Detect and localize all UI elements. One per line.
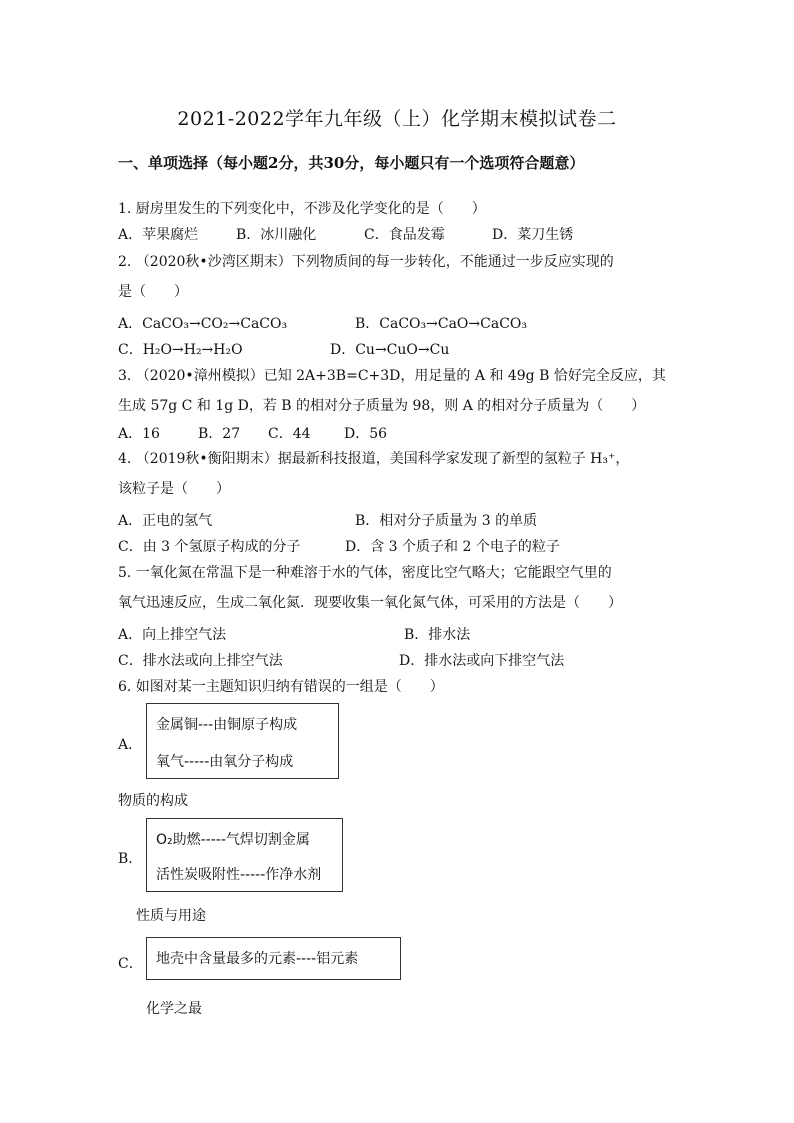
q5-option-a: A．向上排空气法 — [118, 627, 227, 643]
q4-stem-line2: 该粒子是（ ） — [118, 481, 230, 497]
section-heading: 一、单项选择（每小题2分，共30分，每小题只有一个选项符合题意） — [118, 154, 585, 172]
q3-stem-line1: 3. （2020•漳州模拟）已知 2A+3B=C+3D，用足量的 A 和 49g B 恰好完全反应，其 — [118, 368, 666, 384]
q6-option-a-label: A． — [118, 737, 143, 753]
q6-b-line2: 活性炭吸附性-----作净水剂 — [156, 867, 322, 883]
q5-option-b: B．排水法 — [404, 627, 471, 643]
page-title: 2021-2022学年九年级（上）化学期末模拟试卷二 — [177, 108, 617, 130]
q1-option-b: B．冰川融化 — [236, 227, 317, 243]
q4-stem-line1: 4. （2019秋•衡阳期末）据最新科技报道，美国科学家发现了新型的氢粒子 H₃⁺， — [118, 451, 630, 467]
q6-option-c-label: C． — [118, 956, 143, 972]
q1-option-a: A．苹果腐烂 — [118, 227, 199, 243]
q2-stem-line2: 是（ ） — [118, 284, 188, 300]
q4-option-d: D．含 3 个质子和 2 个电子的粒子 — [345, 539, 560, 555]
q2-option-b: B．CaCO₃→CaO→CaCO₃ — [355, 316, 528, 332]
q5-stem-line1: 5. 一氧化氮在常温下是一种难溶于水的气体，密度比空气略大；它能跟空气里的 — [118, 565, 612, 581]
q3-stem-line2: 生成 57g C 和 1g D，若 B 的相对分子质量为 98，则 A 的相对分子质量为（ ） — [118, 398, 646, 414]
q2-option-c: C．H₂O→H₂→H₂O — [118, 342, 243, 358]
q5-option-c: C．排水法或向上排空气法 — [118, 653, 283, 669]
q6-stem: 6. 如图对某一主题知识归纳有错误的一组是（ ） — [118, 679, 444, 695]
q4-option-b: B．相对分子质量为 3 的单质 — [355, 513, 538, 529]
q6-option-a-box — [146, 703, 339, 779]
q2-option-a: A．CaCO₃→CO₂→CaCO₃ — [118, 316, 288, 332]
q6-c-line1: 地壳中含量最多的元素----铝元素 — [156, 951, 359, 967]
q6-option-c-box — [146, 937, 401, 980]
q6-a-line1: 金属铜---由铜原子构成 — [156, 717, 298, 733]
q1-stem: 1. 厨房里发生的下列变化中，不涉及化学变化的是（ ） — [118, 201, 486, 217]
q2-option-d: D．Cu→CuO→Cu — [330, 342, 450, 358]
q4-option-c: C．由 3 个氢原子构成的分子 — [118, 539, 301, 555]
q6-b-caption: 性质与用途 — [136, 908, 206, 924]
q1-option-c: C．食品发霉 — [364, 227, 445, 243]
q5-option-d: D．排水法或向下排空气法 — [399, 653, 565, 669]
q3-option-a: A．16 — [118, 426, 160, 442]
q3-option-b: B．27 — [198, 426, 241, 442]
q4-option-a: A．正电的氢气 — [118, 513, 213, 529]
q6-a-line2: 氧气-----由氧分子构成 — [156, 754, 294, 770]
q5-stem-line2: 氧气迅速反应，生成二氧化氮．现要收集一氧化氮气体，可采用的方法是（ ） — [118, 595, 622, 611]
q6-c-caption: 化学之最 — [146, 1001, 202, 1017]
q3-option-c: C．44 — [268, 426, 311, 442]
q6-b-line1: O₂助燃-----气焊切割金属 — [156, 832, 310, 848]
q6-option-b-label: B． — [118, 851, 143, 867]
q6-option-b-box — [146, 818, 343, 892]
q2-stem-line1: 2. （2020秋•沙湾区期末）下列物质间的每一步转化，不能通过一步反应实现的 — [118, 254, 614, 270]
q3-option-d: D．56 — [344, 426, 388, 442]
q1-option-d: D．菜刀生锈 — [492, 227, 574, 243]
q6-a-caption: 物质的构成 — [118, 793, 188, 809]
